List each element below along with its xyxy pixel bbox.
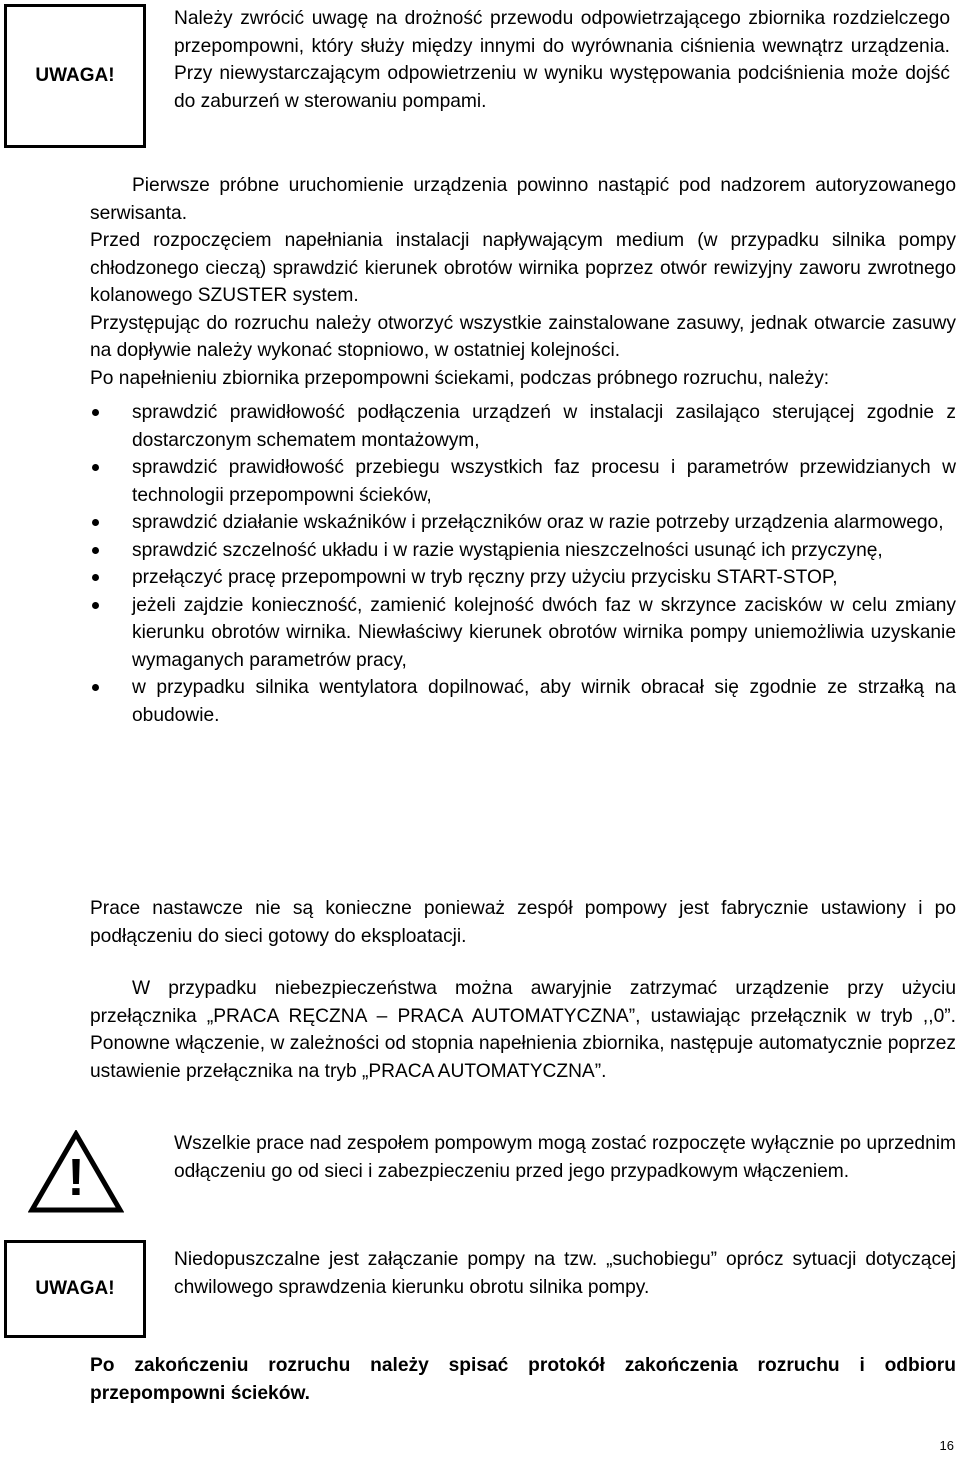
main-body xyxy=(90,172,956,729)
list-item: jeżeli zajdzie konieczność, zamienić kolejność dwóch faz w skrzynce zacisków w celu zmiany kierunku obrotów wirnika. Niewłaściwy kierunek obrotów wirnika pompy uniemożliwia uzyskanie wymaganych parametrów pracy, xyxy=(90,592,956,675)
para-first-start: Pierwsze próbne uruchomienie urządzenia powinno nastąpić pod nadzorem autoryzowanego serwisanta. xyxy=(90,175,956,224)
warning-box-top xyxy=(4,4,146,148)
warning-label: UWAGA! xyxy=(35,65,115,86)
para-after-fill: Po napełnieniu zbiornika przepompowni ściekami, podczas próbnego rozruchu, należy: xyxy=(90,367,830,389)
list-item: sprawdzić działanie wskaźników i przełączników oraz w razie potrzeby urządzenia alarmowego, xyxy=(90,509,956,537)
list-item: w przypadku silnika wentylatora dopilnować, aby wirnik obracał się zgodnie ze strzałką na obudowie. xyxy=(90,674,956,729)
hazard-warning xyxy=(28,1130,124,1214)
warning-bottom-text: Niedopuszczalne jest załączanie pompy na tzw. „suchobiegu” oprócz sytuacji dotyczącej chwilowego sprawdzenia kierunku obrotu silnika pompy. xyxy=(174,1249,956,1298)
warning-top-text: Należy zwrócić uwagę na drożność przewodu odpowietrzającego zbiornika rozdzielczego przepompowni, który służy między innymi do wyrównania ciśnienia wewnątrz urządzenia. Przy niewystarczającym odpowietrzeniu w wyniku występowania podciśnienia może dojść do zaburzeń w sterowaniu pompami. xyxy=(174,8,950,112)
warning-box-bottom xyxy=(4,1240,146,1338)
checklist xyxy=(90,399,956,729)
exclamation-mark: ! xyxy=(67,1149,85,1207)
bullet-icon xyxy=(92,464,99,471)
para-emergency: W przypadku niebezpieczeństwa można awaryjnie zatrzymać urządzenie przy użyciu przełącznika „PRACA RĘCZNA – PRACA AUTOMATYCZNA”, ustawiając przełącznik w tryb ,,0”. Ponowne włączenie, w zależności od stopnia napełnienia zbiornika, następuje automatycznie poprzez ustawienie przełącznika na tryb „PRACA AUTOMATYCZNA”. xyxy=(90,978,956,1082)
warning-label: UWAGA! xyxy=(35,1278,115,1299)
list-item: sprawdzić prawidłowość podłączenia urządzeń w instalacji zasilająco sterującej zgodnie z dostarczonym schematem montażowym, xyxy=(90,399,956,454)
bullet-icon xyxy=(92,574,99,581)
bullet-icon xyxy=(92,409,99,416)
hazard-text: Wszelkie prace nad zespołem pompowym mogą zostać rozpoczęte wyłącznie po uprzednim odłączeniu go od sieci i zabezpieczeniu przed jego przypadkowym włączeniem. xyxy=(174,1133,956,1182)
bullet-icon xyxy=(92,602,99,609)
bullet-icon xyxy=(92,684,99,691)
final-note: Po zakończeniu rozruchu należy spisać protokół zakończenia rozruchu i odbioru przepompowni ścieków. xyxy=(90,1355,956,1404)
list-item: sprawdzić prawidłowość przebiegu wszystkich faz procesu i parametrów przewidzianych w technologii przepompowni ścieków, xyxy=(90,454,956,509)
para-fill: Przed rozpoczęciem napełniania instalacji napływającym medium (w przypadku silnika pompy chłodzonego cieczą) sprawdzić kierunek obrotów wirnika poprzez otwór rewizyjny zaworu zwrotnego kolanowego SZUSTER system. xyxy=(90,230,956,306)
list-item: przełączyć pracę przepompowni w tryb ręczny przy użyciu przycisku START-STOP, xyxy=(90,564,956,592)
bullet-icon xyxy=(92,547,99,554)
para-adjust: Prace nastawcze nie są konieczne ponieważ zespół pompowy jest fabrycznie ustawiony i po podłączeniu do sieci gotowy do eksploatacji. xyxy=(90,898,956,947)
list-item: sprawdzić szczelność układu i w razie wystąpienia nieszczelności usunąć ich przyczynę, xyxy=(90,537,956,565)
page-number: 16 xyxy=(939,1438,954,1453)
bullet-icon xyxy=(92,519,99,526)
para-valves: Przystępując do rozruchu należy otworzyć wszystkie zainstalowane zasuwy, jednak otwarcie zasuwy na dopływie należy wykonać stopniowo, w ostatniej kolejności. xyxy=(90,312,956,361)
